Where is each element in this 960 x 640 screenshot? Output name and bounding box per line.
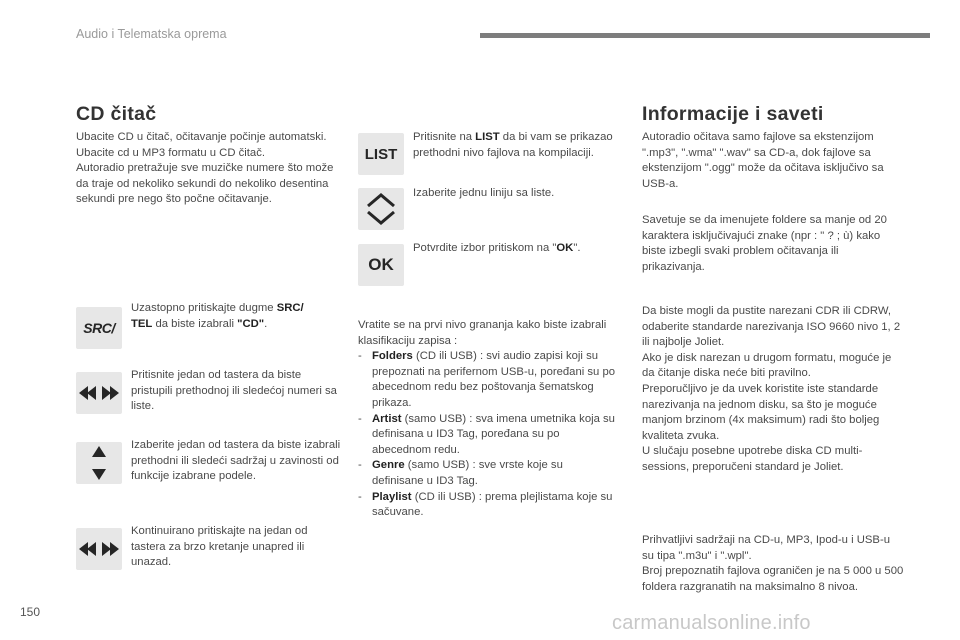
up-down-arrows-icon [92, 446, 106, 480]
updown-text: Izaberite jedan od tastera da biste izabrali prethodni ili sledeći sadržaj u zavinosti od funkcije izabrane podele. [131, 439, 341, 483]
ok-text: Potvrdite izbor pritiskom na "OK". [413, 242, 581, 254]
levels-intro: Vratite se na prvi nivo grananja kako biste izabrali klasifikaciju zapisa : [358, 319, 607, 347]
level-item-genre: - Genre (samo USB) : sve vrste koje su definisane u ID3 Tag. [358, 459, 563, 487]
src-tel-text: Uzastopno pritiskajte dugme SRC/ TEL da biste izabrali "CD". [131, 302, 304, 330]
select-line-button [358, 188, 404, 230]
src-tel-label: SRC/ [83, 320, 115, 336]
level-item-folders: - Folders (CD ili USB) : svi audio zapisi koji su prepoznati na perifernom USB-u, poređani su po abecednom redu bez poštovanja šematskog prikaza. [358, 350, 616, 409]
level-item-playlist: - Playlist (CD ili USB) : prema plejlistama koje su sačuvane. [358, 490, 613, 519]
watermark: carmanualsonline.info [612, 612, 811, 634]
select-text: Izaberite jednu liniju sa liste. [413, 187, 555, 199]
intro-line-2: Ubacite cd u MP3 formatu u CD čitač. [76, 146, 265, 159]
info-p1: Autoradio očitava samo fajlove sa ekstenzijom ".mp3", ".wma" ".wav" sa CD-a, dok fajlove sa ekstenzijom ".ogg" može da očitava isključivo sa USB-a. [642, 131, 884, 190]
src-tel-button [76, 307, 122, 349]
section-title-info: Informacije i saveti [642, 103, 824, 125]
updown-buttons-icon [76, 442, 122, 484]
page-number: 150 [20, 605, 41, 619]
seek-arrows-icon [79, 386, 119, 400]
seek-buttons-icon [76, 372, 122, 414]
cd-intro [76, 130, 338, 208]
list-text: Pritisnite na LIST da bi vam se prikazao prethodni nivo fajlova na kompilaciji. [413, 131, 613, 159]
fast-seek-arrows-icon [79, 542, 119, 556]
info-p3: Da biste mogli da pustite narezani CDR ili CDRW, odaberite standarde narezivanja ISO 9660 nivo 1, 2 ili najbolje Joliet. Ako je disk narezan u drugom formatu, moguće je da čitanje diska neće biti pravilno. Preporučljivo je da uvek koristite iste standarde narezivanja na jednom disku, sa što je moguće manjom brzinom (4x maksimum) radi što boljeg kvaliteta zvuka. U slučaju posebne upotrebe diska CD multi-sessions, preporučeni standard je Joliet. [642, 305, 901, 473]
intro-line-1: Ubacite CD u čitač, očitavanje počinje automatski. [76, 131, 327, 143]
chevron-up-down-icon [366, 192, 396, 226]
list-button [358, 133, 404, 175]
list-button-label: LIST [364, 145, 398, 163]
ok-button [358, 244, 404, 286]
running-header: Audio i Telematska oprema [76, 27, 227, 41]
header-bar [480, 33, 930, 38]
section-title-cd: CD čitač [76, 103, 157, 125]
info-p4: Prihvatljivi sadržaji na CD-u, MP3, Ipod-u i USB-u su tipa ".m3u" i ".wpl". Broj prepoznatih fajlova ograničen je na 5 000 u 500 foldera razgranatih na maksimalno 8 nivoa. [642, 534, 904, 593]
info-p2: Savetuje se da imenujete foldere sa manje od 20 karaktera isključivajući znake (npr : " ? ; ù) kako biste izbegli svaki problem očitavanja ili prikazivanja. [642, 214, 887, 273]
ok-button-label: OK [368, 255, 394, 274]
levels-block [358, 318, 616, 521]
fast-seek-text: Kontinuirano pritiskajte na jedan od tastera za brzo kretanje unapred ili unazad. [131, 525, 308, 569]
intro-line-3: Autoradio pretražuje sve muzičke numere što može da traje od nekoliko sekundi do nekoliko desentina sekundi pre nego što počne očitavanje. [76, 162, 334, 206]
seek-text: Pritisnite jedan od tastera da biste pristupili prethodnoj ili sledećoj numeri sa liste. [131, 369, 337, 413]
level-item-artist: - Artist (samo USB) : sva imena umetnika koja su definisana u ID3 Tag, poređana su po abecednom redu. [358, 412, 615, 456]
fast-seek-buttons-icon [76, 528, 122, 570]
